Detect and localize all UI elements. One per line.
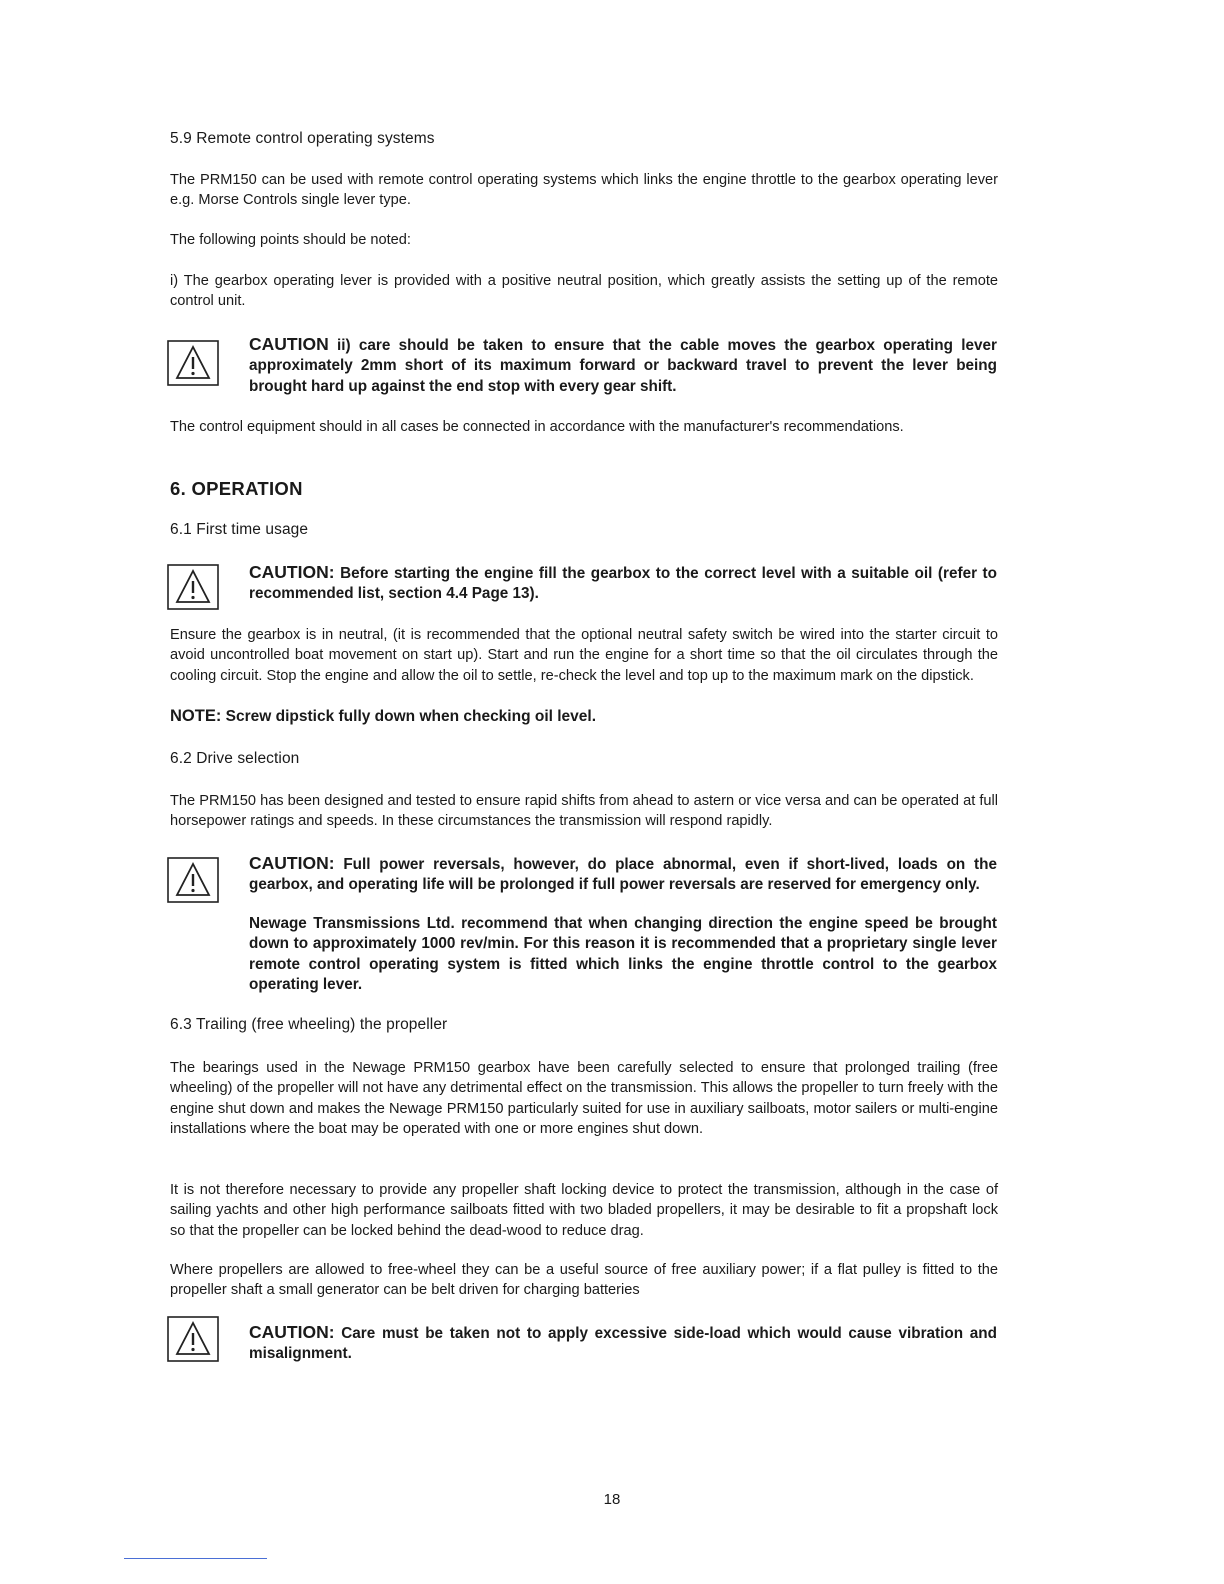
caution-text — [249, 1322, 997, 1365]
section-6-3-paragraph-2: It is not therefore necessary to provide any propeller shaft locking device to protect the transmission, although in the case of sailing yachts and other high performance sailboats fitted with two bladed propellers, it may be desirable to fit a propshaft lock so that the propeller can be locked behind the dead-wood to reduce drag. — [170, 1182, 998, 1239]
footer-rule — [124, 1558, 267, 1559]
note-label: NOTE: — [170, 707, 222, 725]
warning-triangle-icon — [167, 1316, 219, 1362]
page-number: 18 — [603, 1491, 621, 1508]
section-6-3-heading: 6.3 Trailing (free wheeling) the propeller — [170, 1016, 448, 1033]
section-6-3-paragraph-1: The bearings used in the Newage PRM150 gearbox have been carefully selected to ensure that prolonged trailing (free wheeling) of the propeller will not have any detrimental effect on the transmission. This allows the propeller to turn freely with the engine shut down and makes the Newage PRM150 particularly suited for use in auxiliary sailboats, motor sailers or multi-engine installations where the boat may be operated with one or more engines shut down. — [170, 1060, 998, 1138]
caution-block-6-1 — [170, 562, 998, 610]
caution-block-6-3 — [170, 1322, 998, 1370]
warning-triangle-icon — [167, 857, 219, 903]
section-5-9-paragraph-1: The PRM150 can be used with remote control operating systems which links the engine throttle to the gearbox operating lever e.g. Morse Controls single lever type. — [170, 172, 998, 209]
section-5-9-paragraph-4: The control equipment should in all cases be connected in accordance with the manufacturer's recommendations. — [170, 419, 904, 435]
caution-label: CAUTION: — [249, 1322, 335, 1342]
note-body: Screw dipstick fully down when checking oil level. — [221, 708, 597, 725]
caution-text-continued: Newage Transmissions Ltd. recommend that when changing direction the engine speed be brought down to approximately 1000 rev/min. For this reason it is recommended that a proprietary single lever remote control operating system is fitted which links the engine throttle control to the gearbox operating lever. — [249, 915, 997, 994]
caution-body: Care must be taken not to apply excessive side-load which would cause vibration and misalignment. — [249, 1325, 997, 1363]
section-6-2-paragraph-1: The PRM150 has been designed and tested to ensure rapid shifts from ahead to astern or vice versa and can be operated at full horsepower ratings and speeds. In these circumstances the transmission will respond rapidly. — [170, 793, 998, 830]
caution-text — [249, 562, 997, 605]
section-6-1-heading: 6.1 First time usage — [170, 521, 309, 538]
caution-body: Before starting the engine fill the gearbox to the correct level with a suitable oil (refer to recommended list, section 4.4 Page 13). — [249, 565, 997, 603]
caution-label: CAUTION — [249, 334, 329, 354]
caution-label: CAUTION: — [249, 562, 335, 582]
section-5-9-paragraph-2: The following points should be noted: — [170, 232, 411, 248]
section-6-2-heading: 6.2 Drive selection — [170, 750, 300, 767]
caution-block-6-2 — [170, 853, 998, 998]
caution-text — [249, 853, 997, 896]
note-line — [170, 707, 998, 726]
warning-triangle-icon — [167, 340, 219, 386]
caution-body: Full power reversals, however, do place abnormal, even if short-lived, loads on the gearbox, and operating life will be prolonged if full power reversals are reserved for emergency only. — [249, 856, 997, 894]
section-5-9-paragraph-3: i) The gearbox operating lever is provided with a positive neutral position, which greatly assists the setting up of the remote control unit. — [170, 273, 998, 310]
caution-label: CAUTION: — [249, 853, 335, 873]
caution-text — [249, 334, 997, 397]
caution-body: ii) care should be taken to ensure that the cable moves the gearbox operating lever approximately 2mm short of its maximum forward or backward travel to prevent the lever being brought hard up against the end stop with every gear shift. — [249, 337, 997, 395]
warning-triangle-icon — [167, 564, 219, 610]
caution-block-5-9 — [170, 334, 998, 398]
section-6-heading: 6. OPERATION — [170, 478, 303, 499]
section-6-1-paragraph-1: Ensure the gearbox is in neutral, (it is recommended that the optional neutral safety switch be wired into the starter circuit to avoid uncontrolled boat movement on start up). Start and run the engine for a short time so that the oil circulates through the cooling circuit. Stop the engine and allow the oil to settle, re-check the level and top up to the maximum mark on the dipstick. — [170, 627, 998, 684]
section-5-9-heading: 5.9 Remote control operating systems — [170, 130, 435, 147]
section-6-3-paragraph-3: Where propellers are allowed to free-wheel they can be a useful source of free auxiliary power; if a flat pulley is fitted to the propeller shaft a small generator can be belt driven for charging batteries — [170, 1262, 998, 1299]
